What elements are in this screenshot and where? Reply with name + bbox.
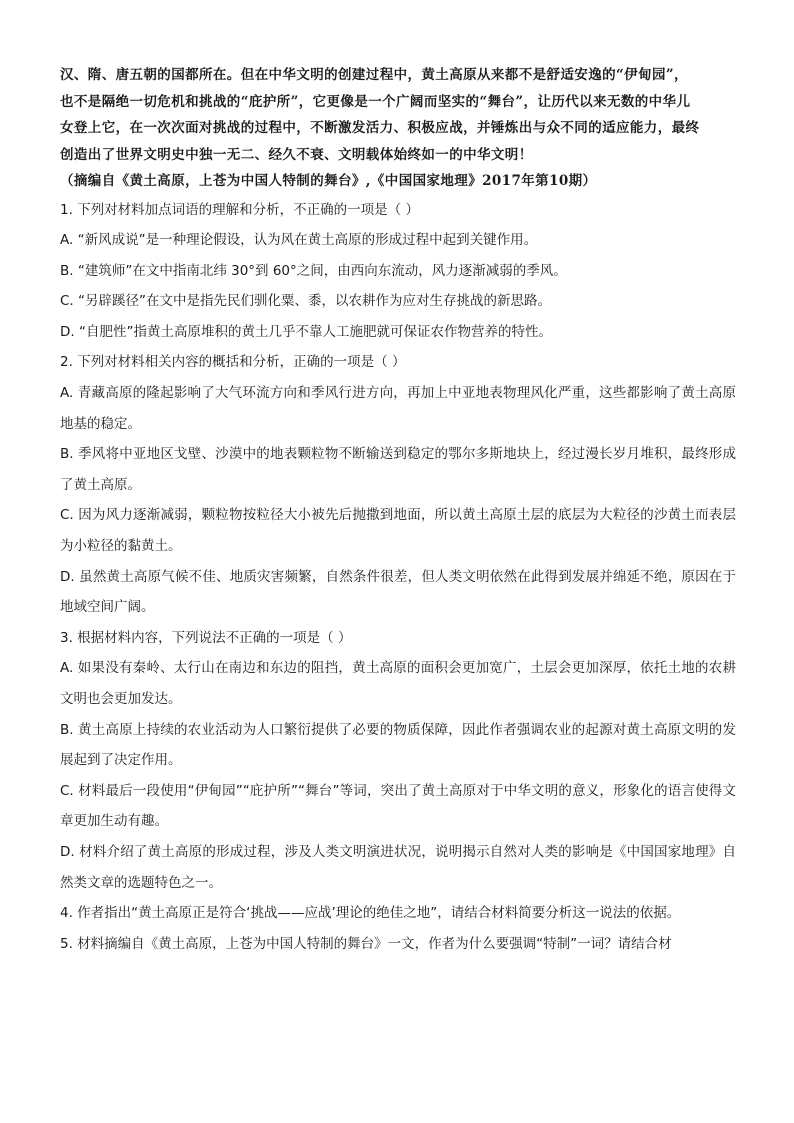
option-a: A. 如果没有秦岭、太行山在南边和东边的阻挡，黄土高原的面积会更加宽广，土层会更加深厚，依托土地的农耕文明也会更加发达。 [60,660,736,707]
option-d: D. 材料介绍了黄土高原的形成过程，涉及人类文明演进状况，说明揭示自然对人类的影响是《中国国家地理》自然类文章的选题特色之一。 [60,843,736,891]
option-d: D. “自肥性”指黄土高原堆积的黄土几乎不靠人工施肥就可保证农作物营养的特性。 [60,323,552,340]
passage-source: （摘编自《黄土高原，上苍为中国人特制的舞台》,《中国国家地理》2017年第10期） [60,173,597,189]
option-c: C. 因为风力逐渐减弱，颗粒物按粒径大小被先后抛撒到地面，所以黄土高原土层的底层为大粒径的沙黄土而表层为小粒径的黏黄土。 [60,507,736,555]
option-d: D. 虽然黄土高原气候不佳、地质灾害频繁，自然条件很差，但人类文明依然在此得到发展并绵延不绝，原因在于地域空间广阔。 [60,568,736,616]
option-b: B. “建筑师”在文中指南北纬 30°到 60°之间，由西向东流动，风力逐渐减弱的季风。 [60,262,567,279]
passage-line: 也不是隔绝一切危机和挑战的“庇护所”，它更像是一个广阔而坚实的“舞台”，让历代以来无数的中华儿 [60,93,691,110]
question-stem: 2. 下列对材料相关内容的概括和分析，正确的一项是（ ） [60,354,406,371]
question-stem: 5. 材料摘编自《黄土高原，上苍为中国人特制的舞台》一文，作者为什么要强调“特制”一词？请结合材 [60,935,672,952]
question-stem: 4. 作者指出“黄土高原正是符合‘挑战——应战’理论的绝佳之地”，请结合材料简要分析这一说法的依据。 [60,905,681,922]
passage-line: 创造出了世界文明史中独一无二、经久不衰、文明载体始终如一的中华文明！ [60,146,533,163]
question-1 [60,195,736,348]
option-c: C. “另辟蹊径”在文中是指先民们驯化粟、黍，以农耕作为应对生存挑战的新思路。 [60,293,551,310]
option-b: B. 季风将中亚地区戈壁、沙漠中的地表颗粒物不断输送到稳定的鄂尔多斯地块上，经过漫长岁月堆积，最终形成了黄土高原。 [60,446,736,493]
question-5 [60,929,736,960]
option-a: A. 青藏高原的隆起影响了大气环流方向和季风行进方向，再加上中亚地表物理风化严重，这些都影响了黄土高原地基的稳定。 [60,385,736,432]
question-stem: 1. 下列对材料加点词语的理解和分析，不正确的一项是（ ） [60,201,419,218]
question-3 [60,623,736,898]
option-c: C. 材料最后一段使用“伊甸园”“庇护所”“舞台”等词，突出了黄土高原对于中华文明的意义，形象化的语言使得文章更加生动有趣。 [60,782,736,830]
passage-line: 女登上它，在一次次面对挑战的过程中，不断激发活力、积极应战，并锤炼出与众不同的适应能力，最终 [60,120,700,136]
document-page [60,62,736,959]
question-4 [60,898,736,929]
passage-line: 汉、隋、唐五朝的国都所在。但在中华文明的创建过程中，黄土高原从来都不是舒适安逸的“伊甸园”， [60,67,688,83]
passage [60,62,736,195]
option-a: A. “新风成说”是一种理论假设，认为风在黄土高原的形成过程中起到关键作用。 [60,232,538,249]
option-b: B. 黄土高原上持续的农业活动为人口繁衍提供了必要的物质保障，因此作者强调农业的起源对黄土高原文明的发展起到了决定作用。 [60,721,736,769]
question-2 [60,347,736,622]
question-stem: 3. 根据材料内容，下列说法不正确的一项是（ ） [60,629,352,646]
